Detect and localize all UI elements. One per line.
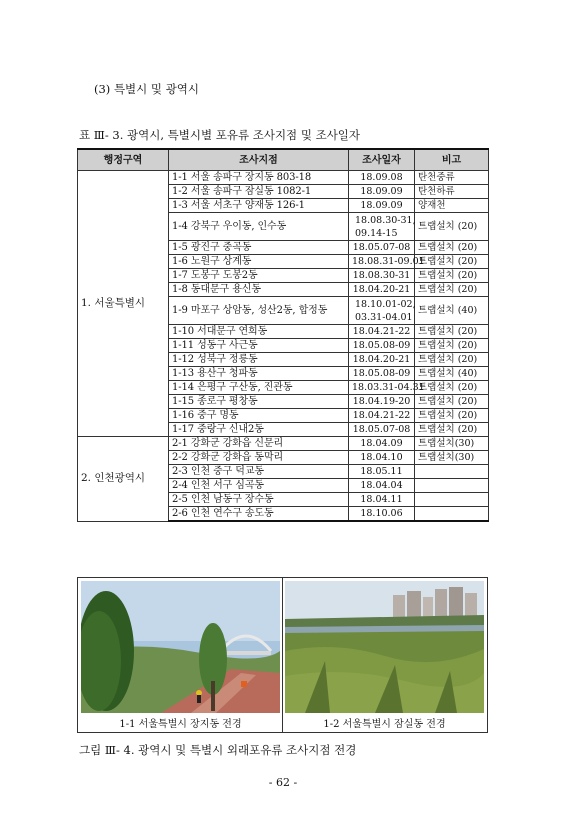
date-cell — [349, 269, 415, 283]
date-cell — [349, 451, 415, 465]
note-cell: 트랩설치(30) — [415, 437, 489, 451]
table-body — [78, 171, 489, 522]
date-line: 18.04.11 — [360, 494, 403, 505]
photo-jangji-dong — [81, 581, 280, 713]
date-line: 18.05.08-09 — [352, 340, 411, 351]
date-line: 18.04.09 — [360, 438, 403, 449]
photo-divider — [282, 578, 283, 732]
section-heading: (3) 특별시 및 광역시 — [94, 82, 200, 96]
date-line: 18.09.08 — [360, 172, 403, 183]
site-cell: 2-4 인천 서구 심곡동 — [169, 479, 349, 493]
date-cell — [349, 395, 415, 409]
site-cell: 1-10 서대문구 연희동 — [169, 325, 349, 339]
photo-caption-jamsil: 1-2 서울특별시 잠실동 전경 — [323, 719, 446, 730]
site-cell: 1-9 마포구 상암동, 성산2동, 합정동 — [169, 297, 349, 325]
table-caption: 표 Ⅲ- 3. 광역시, 특별시별 포유류 조사지점 및 조사일자 — [79, 128, 361, 142]
date-cell — [349, 367, 415, 381]
site-cell: 1-1 서울 송파구 장지동 803-18 — [169, 171, 349, 185]
date-line: 18.04.21-22 — [352, 326, 411, 337]
table-row — [78, 437, 489, 451]
figure-caption: 그림 Ⅲ- 4. 광역시 및 특별시 외래포유류 조사지점 전경 — [79, 743, 357, 757]
date-cell — [349, 465, 415, 479]
date-cell — [349, 325, 415, 339]
date-cell — [349, 507, 415, 522]
site-cell: 1-6 노원구 상계동 — [169, 255, 349, 269]
site-cell: 1-8 동대문구 용신동 — [169, 283, 349, 297]
date-line: 18.04.19-20 — [352, 396, 411, 407]
site-cell: 2-1 강화군 강화읍 신문리 — [169, 437, 349, 451]
date-cell — [349, 353, 415, 367]
note-cell: 탄천하류 — [415, 185, 489, 199]
header-site: 조사지점 — [169, 149, 349, 171]
note-cell: 트랩설치 (20) — [415, 381, 489, 395]
note-cell: 양재천 — [415, 199, 489, 213]
note-cell: 트랩설치 (20) — [415, 283, 489, 297]
date-line: 18.10.01-02, — [355, 298, 416, 310]
date-cell — [349, 241, 415, 255]
date-line: 18.05.08-09 — [352, 368, 411, 379]
region-cell: 1. 서울특별시 — [78, 171, 169, 437]
date-line: 18.09.09 — [360, 200, 403, 211]
site-cell: 2-2 강화군 강화읍 동막리 — [169, 451, 349, 465]
site-cell: 1-17 중랑구 신내2동 — [169, 423, 349, 437]
note-cell: 트랩설치 (20) — [415, 395, 489, 409]
note-cell: 트랩설치 (20) — [415, 325, 489, 339]
date-line: 03.31-04.01 — [355, 311, 413, 323]
note-cell: 트랩설치 (20) — [415, 269, 489, 283]
date-cell — [349, 171, 415, 185]
note-cell — [415, 479, 489, 493]
header-date: 조사일자 — [349, 149, 415, 171]
date-line: 18.05.07-08 — [352, 424, 411, 435]
note-cell: 트랩설치 (20) — [415, 353, 489, 367]
date-cell — [349, 381, 425, 395]
date-cell — [349, 437, 415, 451]
date-line: 18.04.20-21 — [352, 284, 411, 295]
site-cell: 1-2 서울 송파구 잠실동 1082-1 — [169, 185, 349, 199]
date-cell — [349, 199, 415, 213]
site-cell: 1-12 성북구 정릉동 — [169, 353, 349, 367]
date-line: 18.04.20-21 — [352, 354, 411, 365]
site-cell: 2-5 인천 남동구 장수동 — [169, 493, 349, 507]
site-cell: 1-15 종로구 평창동 — [169, 395, 349, 409]
header-note: 비고 — [415, 149, 489, 171]
date-line: 18.04.10 — [360, 452, 403, 463]
note-cell: 트랩설치 (20) — [415, 255, 489, 269]
note-cell — [415, 507, 489, 522]
date-cell — [349, 479, 415, 493]
date-line: 18.08.30-31 — [352, 270, 411, 281]
date-line: 18.08.31-09.01 — [352, 256, 425, 267]
site-cell: 1-7 도봉구 도봉2동 — [169, 269, 349, 283]
photo-caption-jangji: 1-1 서울특별시 장지동 전경 — [119, 719, 242, 730]
date-line: 09.14-15 — [355, 227, 398, 239]
note-cell: 트랩설치 (40) — [415, 297, 489, 325]
date-cell — [349, 409, 415, 423]
site-cell: 2-3 인천 중구 덕교동 — [169, 465, 349, 479]
date-cell — [349, 297, 415, 325]
date-cell — [349, 283, 415, 297]
date-line: 18.05.11 — [360, 466, 403, 477]
photo-jamsil-dong — [285, 581, 484, 713]
table-header-row — [78, 149, 489, 171]
date-line: 18.04.21-22 — [352, 410, 411, 421]
table-row — [78, 171, 489, 185]
note-cell: 트랩설치 (20) — [415, 213, 489, 241]
date-line: 18.10.06 — [360, 508, 403, 519]
site-cell: 1-5 광진구 중곡동 — [169, 241, 349, 255]
date-cell — [349, 339, 415, 353]
date-cell — [349, 185, 415, 199]
note-cell: 탄천중류 — [415, 171, 489, 185]
site-cell: 1-16 중구 명동 — [169, 409, 349, 423]
note-cell: 트랩설치 (20) — [415, 241, 489, 255]
date-line: 18.04.04 — [360, 480, 403, 491]
site-cell: 2-6 인천 연수구 송도동 — [169, 507, 349, 522]
note-cell: 트랩설치(30) — [415, 451, 489, 465]
survey-sites-table — [77, 148, 489, 522]
note-cell: 트랩설치 (20) — [415, 339, 489, 353]
note-cell: 트랩설치 (40) — [415, 367, 489, 381]
date-line: 18.05.07-08 — [352, 242, 411, 253]
note-cell: 트랩설치 (20) — [415, 423, 489, 437]
note-cell — [415, 493, 489, 507]
date-cell — [349, 423, 415, 437]
site-cell: 1-3 서울 서초구 양재동 126-1 — [169, 199, 349, 213]
date-cell — [349, 213, 415, 241]
page-number: - 62 - — [268, 776, 298, 789]
region-cell: 2. 인천광역시 — [78, 437, 169, 522]
date-cell — [349, 255, 425, 269]
site-cell: 1-13 용산구 청파동 — [169, 367, 349, 381]
note-cell: 트랩설치 (20) — [415, 409, 489, 423]
header-region: 행정구역 — [78, 149, 169, 171]
site-cell: 1-14 은평구 구산동, 진관동 — [169, 381, 349, 395]
date-cell — [349, 493, 415, 507]
photo-figure — [77, 577, 488, 733]
site-cell: 1-11 성동구 사근동 — [169, 339, 349, 353]
date-line: 18.09.09 — [360, 186, 403, 197]
note-cell — [415, 465, 489, 479]
date-line: 18.03.31-04.31 — [352, 382, 425, 393]
site-cell: 1-4 강북구 우이동, 인수동 — [169, 213, 349, 241]
date-line: 18.08.30-31, — [355, 214, 416, 226]
